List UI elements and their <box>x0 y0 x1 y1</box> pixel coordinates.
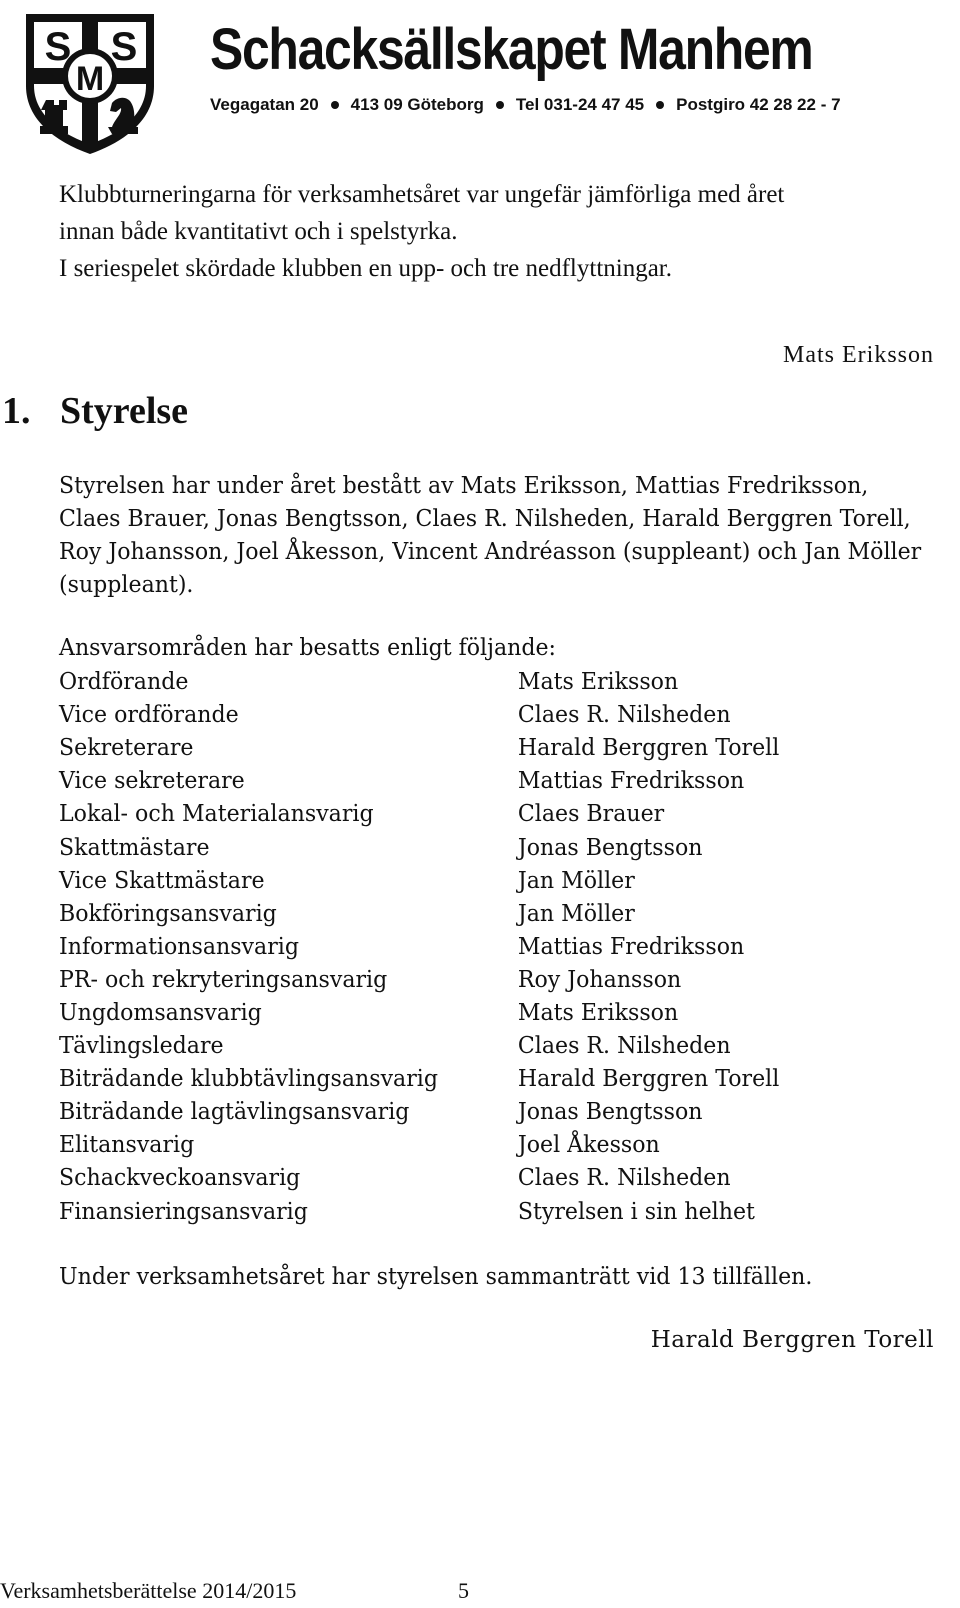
table-row <box>59 699 885 732</box>
section-number: 1. <box>2 390 31 432</box>
role-cell: Biträdande lagtävlingsansvarig <box>59 1099 410 1126</box>
person-cell: Jan Möller <box>517 867 635 894</box>
intro-text <box>59 178 784 285</box>
bullet-icon <box>656 101 664 109</box>
table-row <box>59 798 885 831</box>
person-cell: Mattias Fredriksson <box>517 768 745 795</box>
table-row <box>59 666 885 699</box>
bullet-icon <box>496 101 504 109</box>
role-cell: Tävlingsledare <box>59 1033 224 1060</box>
person-cell: Joel Åkesson <box>517 1132 660 1159</box>
table-row <box>59 898 885 931</box>
table-row <box>59 1063 885 1096</box>
bullet-icon <box>331 101 339 109</box>
postal-address: 413 09 Göteborg <box>350 95 484 114</box>
closing-author: Harald Berggren Torell <box>650 1327 934 1353</box>
role-cell: Finansieringsansvarig <box>59 1198 308 1225</box>
role-cell: Elitansvarig <box>59 1132 195 1159</box>
person-cell: Claes R. Nilsheden <box>517 702 731 729</box>
role-cell: Lokal- och Materialansvarig <box>59 801 374 828</box>
person-cell: Claes R. Nilsheden <box>517 1033 731 1060</box>
role-cell: Sekreterare <box>59 735 194 762</box>
postgiro-number: Postgiro 42 28 22 - 7 <box>676 95 841 114</box>
intro-line: innan både kvantitativt och i spelstyrka. <box>59 218 458 245</box>
person-cell: Harald Berggren Torell <box>517 1066 780 1093</box>
section-title: Styrelse <box>60 390 189 432</box>
section-heading <box>2 386 188 436</box>
person-cell: Styrelsen i sin helhet <box>517 1198 755 1225</box>
role-cell: Vice sekreterare <box>59 768 245 795</box>
table-row <box>59 1096 885 1129</box>
crest-letter-left: S <box>44 25 72 69</box>
phone-number: Tel 031-24 47 45 <box>515 95 645 114</box>
intro-author: Mats Eriksson <box>783 342 934 368</box>
person-cell: Mats Eriksson <box>517 999 679 1026</box>
person-cell: Jan Möller <box>517 900 635 927</box>
table-row <box>59 831 885 864</box>
table-row <box>59 865 885 898</box>
person-cell: Mats Eriksson <box>517 669 679 696</box>
role-cell: Vice ordförande <box>59 702 239 729</box>
role-cell: Vice Skattmästare <box>59 867 265 894</box>
address-line <box>210 94 841 116</box>
person-cell: Mattias Fredriksson <box>517 933 745 960</box>
intro-line: I seriespelet skördade klubben en upp- och tre nedflyttningar. <box>59 255 673 282</box>
crest-letter-right: S <box>110 25 138 69</box>
role-cell: Ungdomsansvarig <box>59 999 262 1026</box>
crest-letter-center: M <box>75 60 105 98</box>
intro-line: Klubbturneringarna för verksamhetsåret var ungefär jämförliga med året <box>59 181 785 208</box>
table-row <box>59 964 885 997</box>
responsibilities-table <box>59 666 885 1229</box>
board-paragraph: Styrelsen har under året bestått av Mats Eriksson, Mattias Fredriksson, Claes Brauer, Jonas Bengtsson, Claes R. Nilsheden, Harald Berggren Torell, Roy Johansson, Joel Åkesson, Vincent Andréasson (suppleant) och Jan Möller (suppleant). <box>59 473 922 598</box>
person-cell: Roy Johansson <box>517 966 682 993</box>
role-cell: Biträdande klubbtävlingsansvarig <box>59 1066 438 1093</box>
role-cell: Informationsansvarig <box>59 933 299 960</box>
role-cell: PR- och rekryteringsansvarig <box>59 966 388 993</box>
club-name: Schacksällskapet Manhem <box>210 17 813 82</box>
table-row <box>59 1129 885 1162</box>
person-cell: Jonas Bengtsson <box>517 834 703 861</box>
role-cell: Bokföringsansvarig <box>59 900 277 927</box>
person-cell: Claes Brauer <box>517 801 665 828</box>
table-row <box>59 1030 885 1063</box>
role-cell: Schackveckoansvarig <box>59 1165 301 1192</box>
table-row <box>59 1196 885 1229</box>
address: Vegagatan 20 <box>210 95 319 114</box>
person-cell: Jonas Bengtsson <box>517 1099 703 1126</box>
footer-document-title: Verksamhetsberättelse 2014/2015 <box>0 1578 297 1603</box>
club-crest-icon <box>20 8 160 158</box>
footer-page-number: 5 <box>458 1578 469 1603</box>
responsibilities-intro: Ansvarsområden har besatts enligt följande: <box>59 635 556 661</box>
table-row <box>59 931 885 964</box>
role-cell: Ordförande <box>59 669 189 696</box>
table-row <box>59 732 885 765</box>
person-cell: Claes R. Nilsheden <box>517 1165 731 1192</box>
closing-statement: Under verksamhetsåret har styrelsen sammanträtt vid 13 tillfällen. <box>59 1264 813 1290</box>
table-row <box>59 1162 885 1195</box>
table-row <box>59 765 885 798</box>
person-cell: Harald Berggren Torell <box>517 735 780 762</box>
role-cell: Skattmästare <box>59 834 210 861</box>
table-row <box>59 997 885 1030</box>
letterhead <box>20 8 940 168</box>
